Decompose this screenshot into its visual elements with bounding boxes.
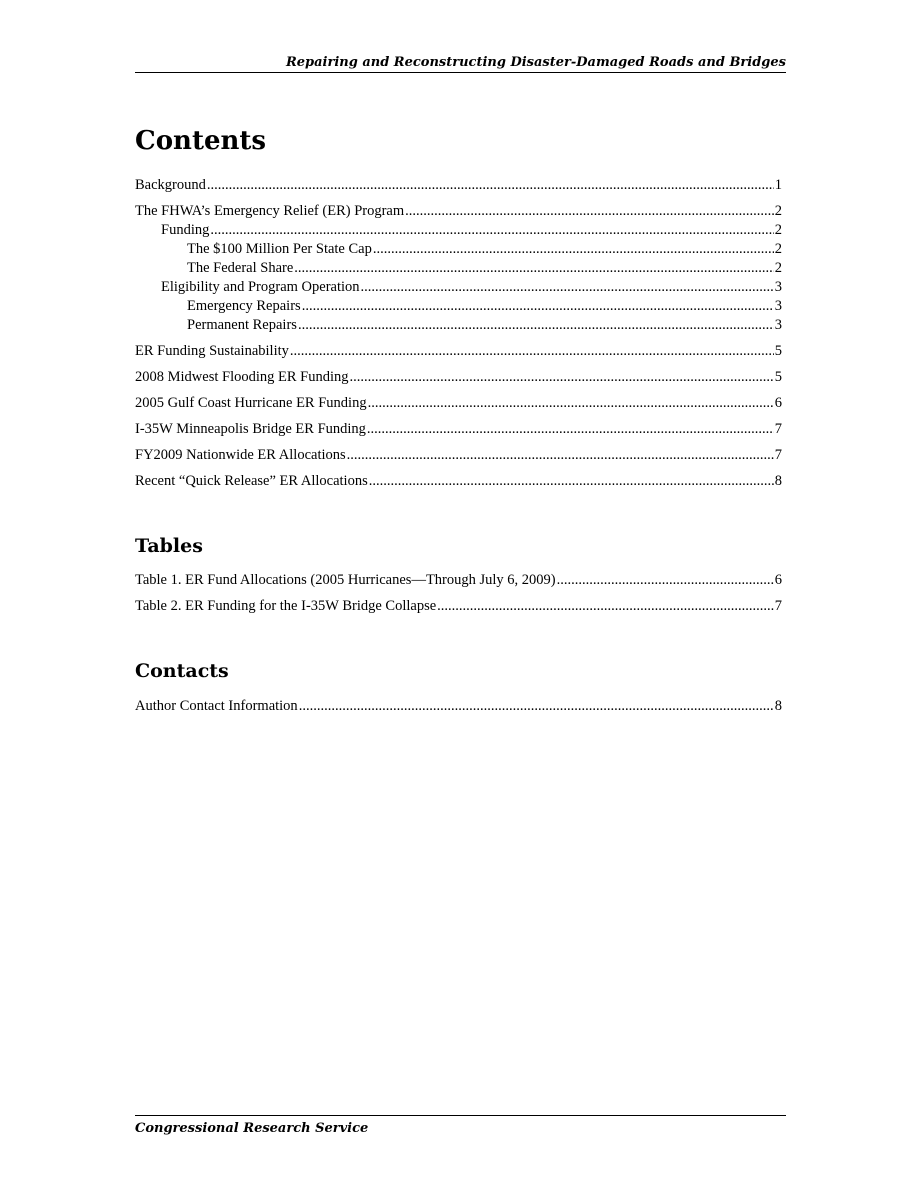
toc-dot-leader [557,571,774,590]
toc-entry-title[interactable]: Eligibility and Program Operation [161,279,360,295]
contacts-heading: Contacts [135,660,229,682]
toc-entry[interactable] [135,571,782,590]
toc-entry-page[interactable]: 8 [774,473,782,489]
toc-entry[interactable] [135,240,782,259]
toc-entry-title[interactable]: Permanent Repairs [187,317,297,333]
footer-text: Congressional Research Service [135,1121,369,1136]
contacts-list [135,697,782,716]
toc-entry[interactable] [135,472,782,491]
toc-entry-title[interactable]: The FHWA’s Emergency Relief (ER) Program [135,203,405,219]
toc-entry[interactable] [135,368,782,387]
toc-dot-leader [290,342,774,361]
toc-dot-leader [437,597,774,616]
toc-entry-title[interactable]: The $100 Million Per State Cap [187,241,372,257]
contents-list-group [135,202,782,335]
toc-entry-page[interactable]: 3 [774,298,782,314]
toc-entry-page[interactable]: 3 [774,279,782,295]
toc-entry[interactable] [135,420,782,439]
toc-dot-leader [347,446,774,465]
toc-dot-leader [298,316,774,335]
toc-dot-leader [207,176,774,195]
toc-entry-title[interactable]: Funding [161,222,210,238]
toc-entry-page[interactable]: 2 [774,241,782,257]
toc-dot-leader [368,394,774,413]
toc-dot-leader [405,202,774,221]
running-header-title: Repairing and Reconstructing Disaster-Damaged Roads and Bridges [285,55,786,70]
toc-entry-title[interactable]: The Federal Share [187,260,294,276]
toc-entry-page[interactable]: 5 [774,343,782,359]
toc-entry-page[interactable]: 7 [774,447,782,463]
toc-dot-leader [373,240,774,259]
toc-entry-title[interactable]: 2008 Midwest Flooding ER Funding [135,369,349,385]
toc-entry-page[interactable]: 5 [774,369,782,385]
toc-entry[interactable] [135,221,782,240]
toc-entry[interactable] [135,176,782,195]
tables-list [135,571,782,616]
toc-entry-page[interactable]: 8 [774,698,782,714]
toc-dot-leader [210,221,773,240]
toc-entry-page[interactable]: 1 [774,177,782,193]
toc-dot-leader [299,697,774,716]
toc-entry-page[interactable]: 7 [774,421,782,437]
toc-entry-page[interactable]: 2 [774,222,782,238]
running-footer [135,1115,786,1138]
toc-dot-leader [294,259,773,278]
toc-entry-page[interactable]: 6 [774,572,782,588]
toc-entry-page[interactable]: 7 [774,598,782,614]
toc-entry-title[interactable]: Background [135,177,206,193]
toc-dot-leader [302,297,774,316]
toc-entry-title[interactable]: ER Funding Sustainability [135,343,289,359]
toc-entry-page[interactable]: 6 [774,395,782,411]
contents-list [135,176,782,195]
running-header [135,54,786,73]
toc-entry-title[interactable]: Recent “Quick Release” ER Allocations [135,473,368,489]
toc-entry[interactable] [135,278,782,297]
toc-entry-title[interactable]: I-35W Minneapolis Bridge ER Funding [135,421,366,437]
toc-entry[interactable] [135,446,782,465]
toc-entry-title[interactable]: Emergency Repairs [187,298,301,314]
toc-entry[interactable] [135,394,782,413]
toc-entry[interactable] [135,297,782,316]
toc-dot-leader [367,420,774,439]
toc-entry-title[interactable]: Table 2. ER Funding for the I-35W Bridge Collapse [135,598,437,614]
contents-list-tail [135,342,782,491]
toc-entry[interactable] [135,316,782,335]
toc-entry-title[interactable]: Author Contact Information [135,698,298,714]
tables-heading: Tables [135,535,203,557]
toc-dot-leader [361,278,774,297]
contents-heading: Contents [135,126,267,156]
toc-entry[interactable] [135,597,782,616]
toc-entry[interactable] [135,342,782,361]
toc-entry[interactable] [135,202,782,221]
toc-entry-page[interactable]: 2 [774,203,782,219]
toc-entry[interactable] [135,697,782,716]
toc-dot-leader [369,472,774,491]
toc-entry-title[interactable]: 2005 Gulf Coast Hurricane ER Funding [135,395,367,411]
toc-dot-leader [350,368,774,387]
toc-entry-title[interactable]: Table 1. ER Fund Allocations (2005 Hurricanes—Through July 6, 2009) [135,572,556,588]
toc-entry-title[interactable]: FY2009 Nationwide ER Allocations [135,447,346,463]
toc-entry[interactable] [135,259,782,278]
toc-entry-page[interactable]: 2 [774,260,782,276]
toc-entry-page[interactable]: 3 [774,317,782,333]
